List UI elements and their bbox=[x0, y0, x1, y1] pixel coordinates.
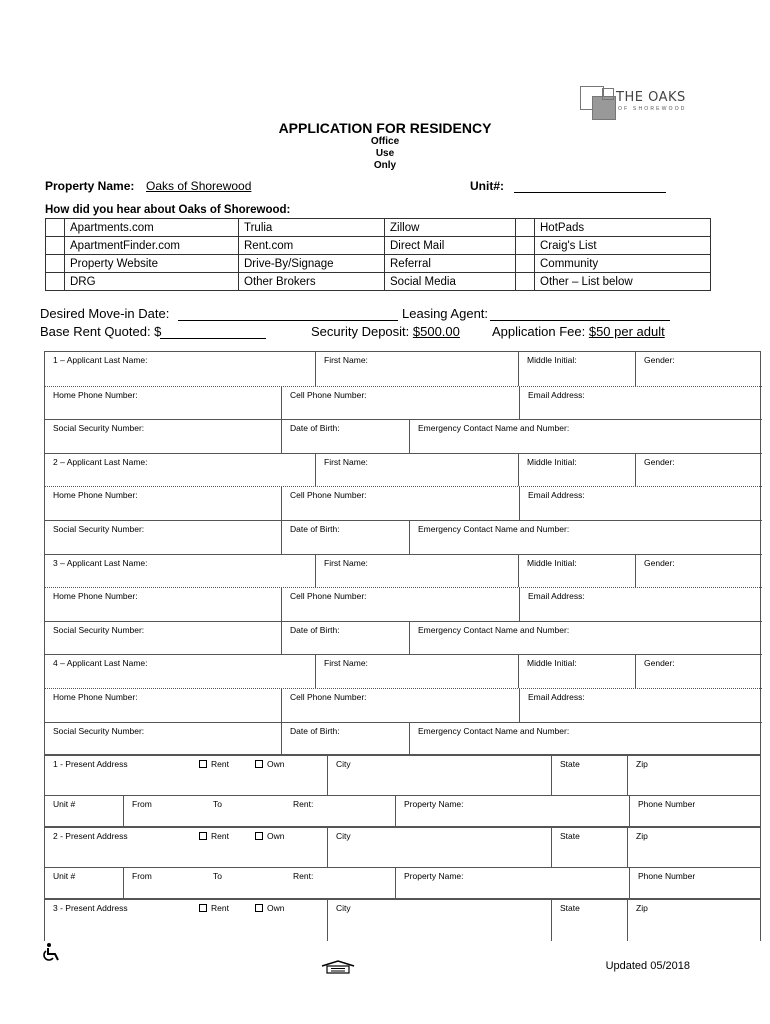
email-field[interactable] bbox=[519, 689, 762, 722]
present-address-field[interactable] bbox=[45, 828, 195, 867]
own-checkbox-label: Own bbox=[267, 831, 285, 841]
emergency-contact-field-label: Emergency Contact Name and Number: bbox=[418, 524, 570, 534]
hear-row bbox=[46, 237, 711, 255]
own-checkbox[interactable] bbox=[247, 756, 307, 795]
applicant-phone-row bbox=[45, 486, 762, 520]
property-name-field-label: Property Name: bbox=[404, 871, 464, 881]
hear-about-table bbox=[45, 218, 711, 291]
first-name-field-label: First Name: bbox=[324, 456, 368, 467]
hear-option: Other Brokers bbox=[239, 273, 385, 291]
phone-number-field-label: Phone Number bbox=[638, 871, 696, 881]
email-field-label: Email Address: bbox=[528, 389, 585, 400]
zip-field[interactable] bbox=[627, 828, 762, 867]
gender-field-label: Gender: bbox=[644, 355, 675, 365]
gender-field[interactable] bbox=[635, 352, 762, 386]
phone-number-field[interactable] bbox=[629, 868, 762, 898]
cell-phone-field-label: Cell Phone Number: bbox=[290, 591, 367, 602]
hear-option: Craig's List bbox=[535, 237, 711, 255]
own-checkbox[interactable] bbox=[247, 828, 307, 867]
unit-label: Unit#: bbox=[470, 179, 504, 193]
hear-option: Rent.com bbox=[239, 237, 385, 255]
ssn-field[interactable] bbox=[45, 723, 281, 756]
ssn-field-label: Social Security Number: bbox=[53, 524, 145, 534]
applicants-grid bbox=[44, 351, 761, 755]
home-phone-field-label: Home Phone Number: bbox=[53, 389, 138, 400]
hear-option: Property Website bbox=[65, 255, 239, 273]
rent-checkbox-label: Rent bbox=[211, 903, 229, 913]
cell-phone-field[interactable] bbox=[281, 387, 519, 420]
zip-field[interactable] bbox=[627, 900, 762, 941]
ssn-field-label: Social Security Number: bbox=[53, 624, 145, 635]
cell-phone-field-label: Cell Phone Number: bbox=[290, 692, 367, 702]
dob-field[interactable] bbox=[281, 420, 409, 453]
checkbox-icon[interactable] bbox=[255, 904, 263, 912]
to-date-field[interactable] bbox=[205, 868, 281, 898]
security-deposit-value: $500.00 bbox=[412, 324, 460, 339]
cell-phone-field[interactable] bbox=[281, 588, 519, 621]
gender-field-label: Gender: bbox=[644, 456, 675, 467]
phone-number-field-label: Phone Number bbox=[638, 799, 696, 809]
unit-number-field[interactable] bbox=[45, 868, 115, 898]
applicant-ssn-row bbox=[45, 520, 762, 554]
last-name-field[interactable] bbox=[45, 555, 315, 588]
applicant-name-row bbox=[45, 352, 762, 386]
hear-option: Trulia bbox=[239, 219, 385, 237]
middle-initial-field-label: Middle Initial: bbox=[527, 557, 577, 568]
property-name-field[interactable] bbox=[395, 868, 625, 898]
middle-initial-field[interactable] bbox=[518, 655, 635, 688]
emergency-contact-field-label: Emergency Contact Name and Number: bbox=[418, 423, 570, 434]
email-field[interactable] bbox=[519, 387, 762, 420]
addresses-grid bbox=[44, 755, 761, 941]
last-name-field[interactable] bbox=[45, 655, 315, 688]
emergency-contact-field[interactable] bbox=[409, 723, 762, 756]
unit-field[interactable] bbox=[514, 192, 666, 193]
phone-number-field[interactable] bbox=[629, 796, 762, 826]
dob-field-label: Date of Birth: bbox=[290, 524, 340, 534]
gender-field-label: Gender: bbox=[644, 557, 675, 568]
dob-field-label: Date of Birth: bbox=[290, 624, 340, 635]
security-deposit-label: Security Deposit: bbox=[311, 324, 413, 339]
cell-phone-field[interactable] bbox=[281, 689, 519, 722]
security-deposit bbox=[311, 324, 460, 339]
last-name-field-label: 4 – Applicant Last Name: bbox=[53, 658, 148, 669]
rent-checkbox[interactable] bbox=[191, 828, 251, 867]
hear-option: Zillow bbox=[385, 219, 516, 237]
state-field[interactable] bbox=[551, 828, 627, 867]
state-field[interactable] bbox=[551, 900, 627, 941]
home-phone-field-label: Home Phone Number: bbox=[53, 692, 138, 702]
applicant-phone-row bbox=[45, 587, 762, 621]
hear-option: Apartments.com bbox=[65, 219, 239, 237]
dob-field-label: Date of Birth: bbox=[290, 725, 340, 736]
city-field-label: City bbox=[336, 759, 351, 769]
present-address-row bbox=[44, 755, 761, 795]
middle-initial-field[interactable] bbox=[518, 454, 635, 487]
page-title: APPLICATION FOR RESIDENCY bbox=[278, 120, 492, 136]
base-rent-label: Base Rent Quoted: $ bbox=[40, 324, 162, 339]
present-address-field-label: 1 - Present Address bbox=[53, 759, 128, 769]
present-address-row bbox=[44, 827, 761, 867]
last-name-field-label: 3 – Applicant Last Name: bbox=[53, 557, 148, 568]
first-name-field[interactable] bbox=[315, 655, 518, 688]
applicant-phone-row bbox=[45, 386, 762, 420]
emergency-contact-field-label: Emergency Contact Name and Number: bbox=[418, 624, 570, 635]
leasing-agent-label: Leasing Agent: bbox=[402, 306, 489, 321]
ssn-field[interactable] bbox=[45, 521, 281, 554]
updated-date: Updated 05/2018 bbox=[605, 960, 690, 972]
application-fee-label: Application Fee: bbox=[492, 324, 589, 339]
present-address-field[interactable] bbox=[45, 900, 195, 941]
office-use-line: Office bbox=[370, 136, 400, 147]
rent-amount-field[interactable] bbox=[285, 796, 395, 826]
from-date-field[interactable] bbox=[123, 796, 203, 826]
base-rent-field[interactable] bbox=[160, 338, 266, 339]
wheelchair-accessible-icon bbox=[40, 942, 64, 962]
equal-housing-icon bbox=[318, 960, 358, 974]
ssn-field-label: Social Security Number: bbox=[53, 423, 145, 434]
rent-checkbox-label: Rent bbox=[211, 759, 229, 769]
dob-field[interactable] bbox=[281, 521, 409, 554]
movein-field[interactable] bbox=[178, 320, 398, 321]
logo-square-icon bbox=[602, 88, 614, 100]
checkbox-icon[interactable] bbox=[199, 832, 207, 840]
from-date-field-label: From bbox=[132, 871, 152, 881]
cell-phone-field[interactable] bbox=[281, 487, 519, 520]
own-checkbox-label: Own bbox=[267, 759, 285, 769]
ssn-field[interactable] bbox=[45, 622, 281, 655]
checkbox-icon[interactable] bbox=[255, 760, 263, 768]
emergency-contact-field[interactable] bbox=[409, 521, 762, 554]
state-field-label: State bbox=[560, 903, 580, 913]
hear-row bbox=[46, 219, 711, 237]
present-address-row bbox=[44, 899, 761, 941]
last-name-field-label: 1 – Applicant Last Name: bbox=[53, 355, 148, 365]
application-fee-value: $50 per adult bbox=[588, 324, 665, 339]
ssn-field[interactable] bbox=[45, 420, 281, 453]
applicant-ssn-row bbox=[45, 419, 762, 453]
email-field-label: Email Address: bbox=[528, 591, 585, 602]
dob-field-label: Date of Birth: bbox=[290, 423, 340, 434]
unit-number-field-label: Unit # bbox=[53, 799, 76, 809]
cell-phone-field-label: Cell Phone Number: bbox=[290, 389, 367, 400]
rent-amount-field-label: Rent: bbox=[293, 799, 314, 809]
emergency-contact-field[interactable] bbox=[409, 420, 762, 453]
logo bbox=[578, 84, 718, 124]
home-phone-field-label: Home Phone Number: bbox=[53, 591, 138, 602]
hear-check-cell[interactable] bbox=[46, 219, 65, 237]
property-name-label: Property Name: bbox=[45, 179, 135, 193]
first-name-field[interactable] bbox=[315, 352, 518, 386]
emergency-contact-field-label: Emergency Contact Name and Number: bbox=[418, 725, 570, 736]
middle-initial-field[interactable] bbox=[518, 555, 635, 588]
present-address-field-label: 3 - Present Address bbox=[53, 903, 128, 913]
first-name-field-label: First Name: bbox=[324, 355, 368, 365]
first-name-field[interactable] bbox=[315, 555, 518, 588]
hear-option: Other – List below bbox=[535, 273, 711, 291]
unit-number-field-label: Unit # bbox=[53, 871, 76, 881]
office-use-line: Only bbox=[373, 160, 397, 171]
hear-option: Social Media bbox=[385, 273, 516, 291]
home-phone-field[interactable] bbox=[45, 588, 281, 621]
applicant-phone-row bbox=[45, 688, 762, 722]
leasing-agent-field[interactable] bbox=[490, 320, 670, 321]
gender-field[interactable] bbox=[635, 454, 762, 487]
middle-initial-field-label: Middle Initial: bbox=[527, 456, 577, 467]
emergency-contact-field[interactable] bbox=[409, 622, 762, 655]
last-name-field[interactable] bbox=[45, 352, 315, 386]
dob-field[interactable] bbox=[281, 723, 409, 756]
checkbox-icon[interactable] bbox=[255, 832, 263, 840]
applicant-ssn-row bbox=[45, 722, 762, 756]
hear-check-cell[interactable] bbox=[46, 255, 65, 273]
zip-field-label: Zip bbox=[636, 903, 648, 913]
from-date-field-label: From bbox=[132, 799, 152, 809]
unit-number-field[interactable] bbox=[45, 796, 115, 826]
city-field[interactable] bbox=[327, 828, 551, 867]
hear-option: HotPads bbox=[535, 219, 711, 237]
hear-option: ApartmentFinder.com bbox=[65, 237, 239, 255]
present-address-field[interactable] bbox=[45, 756, 195, 795]
state-field[interactable] bbox=[551, 756, 627, 795]
to-date-field[interactable] bbox=[205, 796, 281, 826]
property-name-field-label: Property Name: bbox=[404, 799, 464, 809]
last-name-field-label: 2 – Applicant Last Name: bbox=[53, 456, 148, 467]
to-date-field-label: To bbox=[213, 799, 222, 809]
state-field-label: State bbox=[560, 759, 580, 769]
hear-option: Direct Mail bbox=[385, 237, 516, 255]
to-date-field-label: To bbox=[213, 871, 222, 881]
applicant-name-row bbox=[45, 654, 762, 688]
hear-option: Community bbox=[535, 255, 711, 273]
middle-initial-field[interactable] bbox=[518, 352, 635, 386]
city-field-label: City bbox=[336, 831, 351, 841]
hear-check-cell[interactable] bbox=[516, 273, 535, 291]
home-phone-field[interactable] bbox=[45, 689, 281, 722]
email-field-label: Email Address: bbox=[528, 692, 585, 702]
email-field[interactable] bbox=[519, 588, 762, 621]
present-address-field-label: 2 - Present Address bbox=[53, 831, 128, 841]
zip-field[interactable] bbox=[627, 756, 762, 795]
zip-field-label: Zip bbox=[636, 831, 648, 841]
gender-field-label: Gender: bbox=[644, 658, 675, 669]
rent-checkbox[interactable] bbox=[191, 900, 251, 941]
hear-option: Drive-By/Signage bbox=[239, 255, 385, 273]
hear-option: Referral bbox=[385, 255, 516, 273]
home-phone-field[interactable] bbox=[45, 387, 281, 420]
last-name-field[interactable] bbox=[45, 454, 315, 487]
first-name-field-label: First Name: bbox=[324, 557, 368, 568]
hear-option: DRG bbox=[65, 273, 239, 291]
city-field[interactable] bbox=[327, 756, 551, 795]
applicant-name-row bbox=[45, 453, 762, 487]
email-field[interactable] bbox=[519, 487, 762, 520]
cell-phone-field-label: Cell Phone Number: bbox=[290, 490, 367, 501]
applicant-ssn-row bbox=[45, 621, 762, 655]
home-phone-field[interactable] bbox=[45, 487, 281, 520]
previous-unit-row bbox=[44, 795, 761, 827]
office-use-line: Use bbox=[375, 148, 395, 159]
from-date-field[interactable] bbox=[123, 868, 203, 898]
property-name-value[interactable]: Oaks of Shorewood bbox=[146, 179, 252, 193]
checkbox-icon[interactable] bbox=[199, 904, 207, 912]
movein-label: Desired Move-in Date: bbox=[40, 306, 170, 321]
property-name-field[interactable] bbox=[395, 796, 625, 826]
own-checkbox[interactable] bbox=[247, 900, 307, 941]
office-use-label bbox=[0, 136, 770, 172]
first-name-field-label: First Name: bbox=[324, 658, 368, 669]
email-field-label: Email Address: bbox=[528, 490, 585, 501]
rent-checkbox-label: Rent bbox=[211, 831, 229, 841]
hear-check-cell[interactable] bbox=[46, 237, 65, 255]
rent-amount-field-label: Rent: bbox=[293, 871, 314, 881]
rent-checkbox[interactable] bbox=[191, 756, 251, 795]
logo-subtext: OF SHOREWOOD bbox=[618, 106, 687, 112]
middle-initial-field-label: Middle Initial: bbox=[527, 355, 577, 365]
state-field-label: State bbox=[560, 831, 580, 841]
ssn-field-label: Social Security Number: bbox=[53, 725, 145, 736]
dob-field[interactable] bbox=[281, 622, 409, 655]
previous-unit-row bbox=[44, 867, 761, 899]
rent-amount-field[interactable] bbox=[285, 868, 395, 898]
hear-about-label: How did you hear about Oaks of Shorewood: bbox=[45, 204, 291, 216]
gender-field[interactable] bbox=[635, 555, 762, 588]
hear-check-cell[interactable] bbox=[46, 273, 65, 291]
hear-check-cell[interactable] bbox=[516, 219, 535, 237]
gender-field[interactable] bbox=[635, 655, 762, 688]
middle-initial-field-label: Middle Initial: bbox=[527, 658, 577, 669]
own-checkbox-label: Own bbox=[267, 903, 285, 913]
zip-field-label: Zip bbox=[636, 759, 648, 769]
hear-row bbox=[46, 273, 711, 291]
logo-text: THE OAKS bbox=[616, 90, 686, 105]
applicant-name-row bbox=[45, 554, 762, 588]
hear-check-cell[interactable] bbox=[516, 255, 535, 273]
city-field[interactable] bbox=[327, 900, 551, 941]
hear-row bbox=[46, 255, 711, 273]
application-fee bbox=[492, 324, 665, 339]
first-name-field[interactable] bbox=[315, 454, 518, 487]
city-field-label: City bbox=[336, 903, 351, 913]
hear-check-cell[interactable] bbox=[516, 237, 535, 255]
checkbox-icon[interactable] bbox=[199, 760, 207, 768]
home-phone-field-label: Home Phone Number: bbox=[53, 490, 138, 501]
